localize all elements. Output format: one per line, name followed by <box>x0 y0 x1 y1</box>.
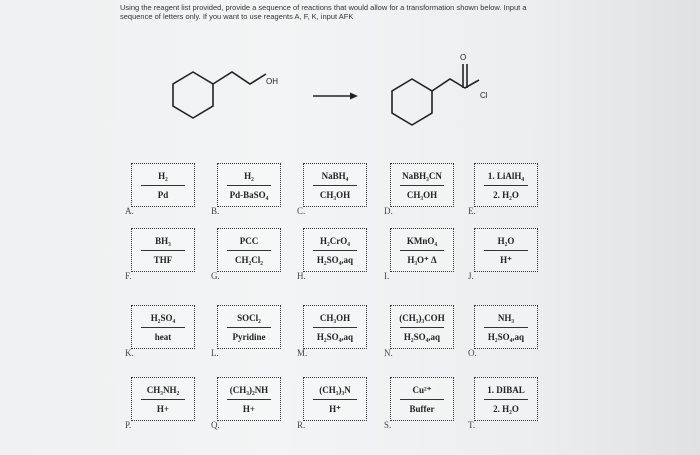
reagent-letter: B. <box>211 206 220 216</box>
reagent-option-l <box>217 305 281 349</box>
reagent-bottom: Pd <box>157 190 169 200</box>
reagent-divider <box>400 185 444 186</box>
reagent-letter: N. <box>384 348 393 358</box>
reagent-bottom: H₂SO₄,aq <box>487 332 525 342</box>
reagent-divider <box>141 250 185 251</box>
reagent-bottom: CH₂Cl₂ <box>235 255 263 265</box>
reagent-option-r <box>303 377 367 421</box>
product-structure <box>392 64 479 125</box>
reagent-divider <box>313 250 357 251</box>
reagent-option-b <box>217 163 281 207</box>
reagent-divider <box>400 327 444 328</box>
reagent-top: (CH₃)₃N <box>319 385 351 395</box>
reagent-letter: D. <box>384 206 393 216</box>
reagent-option-h <box>303 228 367 272</box>
reagent-top: H₂O <box>497 236 515 246</box>
reagent-top: H₂ <box>158 171 168 181</box>
reagent-bottom: H₂SO₄,aq <box>403 332 441 342</box>
reagent-option-d <box>390 163 454 207</box>
reagent-top: CH₃OH <box>319 313 351 323</box>
reagent-option-e <box>474 163 538 207</box>
reagent-option-c <box>303 163 367 207</box>
reagent-letter: Q. <box>211 420 220 430</box>
reagent-bottom: CH₃OH <box>406 190 438 200</box>
reagent-divider <box>313 185 357 186</box>
reagent-letter: P. <box>125 420 132 430</box>
reagent-top: SOCl₂ <box>237 313 261 323</box>
reagent-divider <box>227 185 271 186</box>
reagent-bottom: H⁺ <box>500 255 512 265</box>
reagent-letter: O. <box>468 348 477 358</box>
prompt-line-1: Using the reagent list provided, provide a sequence of reactions that would allow for a transformation shown below. Input a <box>120 3 527 12</box>
reagent-divider <box>227 399 271 400</box>
reagent-top: BH₃ <box>155 236 171 246</box>
reagent-bottom: 2. H₂O <box>493 190 519 200</box>
reagent-top: H₂CrO₄ <box>320 236 350 246</box>
reagent-letter: J. <box>468 271 474 281</box>
reagent-top: (CH₃)₃COH <box>399 313 445 323</box>
reagent-top: 1. DIBAL <box>487 385 525 395</box>
reagent-bottom: CH₃OH <box>319 190 351 200</box>
reagent-divider <box>400 250 444 251</box>
reagent-top: KMnO₄ <box>406 236 438 246</box>
reagent-option-p <box>131 377 195 421</box>
reagent-letter: S. <box>384 420 392 430</box>
reagent-letter: M. <box>297 348 308 358</box>
reagent-letter: A. <box>125 206 134 216</box>
reagent-letter: C. <box>297 206 306 216</box>
reagent-divider <box>141 399 185 400</box>
reagent-bottom: H₂SO₄,aq <box>316 332 354 342</box>
chlorine-label: Cl <box>480 91 488 100</box>
reagent-option-m <box>303 305 367 349</box>
reagent-option-k <box>131 305 195 349</box>
reagent-bottom: H+ <box>242 404 256 414</box>
reagent-top: Cu²⁺ <box>412 385 432 395</box>
hydroxyl-label: OH <box>266 77 278 86</box>
reagent-option-j <box>474 228 538 272</box>
reagent-option-s <box>390 377 454 421</box>
reagent-divider <box>484 250 528 251</box>
reagent-bottom: Pyridine <box>232 332 266 342</box>
reagent-option-g <box>217 228 281 272</box>
reagent-top: CH₃NH₂ <box>146 385 180 395</box>
reagent-divider <box>484 185 528 186</box>
reagent-bottom: H₃O⁺ Δ <box>407 255 437 265</box>
reagent-option-i <box>390 228 454 272</box>
reagent-top: NaBH₃CN <box>402 171 442 181</box>
reagent-letter: I. <box>384 271 390 281</box>
reagent-letter: F. <box>125 271 132 281</box>
reagent-divider <box>313 327 357 328</box>
reagent-option-a <box>131 163 195 207</box>
reagent-divider <box>484 399 528 400</box>
reagent-letter: T. <box>468 420 476 430</box>
reagent-option-t <box>474 377 538 421</box>
reagent-top: (CH₃)₂NH <box>229 385 269 395</box>
reagent-option-n <box>390 305 454 349</box>
reagent-bottom: THF <box>153 255 173 265</box>
reagent-top: PCC <box>239 236 259 246</box>
starting-material-structure <box>173 72 266 118</box>
reagent-top: 1. LiAlH₄ <box>487 171 525 181</box>
reagent-top: H₂SO₄ <box>150 313 176 323</box>
reagent-bottom: heat <box>154 332 172 342</box>
reagent-letter: H. <box>297 271 306 281</box>
reagent-top: NaBH₄ <box>321 171 349 181</box>
reagent-option-f <box>131 228 195 272</box>
reagent-letter: R. <box>297 420 306 430</box>
reagent-divider <box>141 185 185 186</box>
reagent-divider <box>141 327 185 328</box>
reagent-letter: G. <box>211 271 220 281</box>
carbonyl-oxygen-label: O <box>460 53 467 62</box>
prompt-line-2: sequence of letters only. If you want to use reagents A, F, K, input AFK <box>120 12 354 21</box>
reagent-bottom: H⁺ <box>329 404 341 414</box>
reaction-scheme <box>0 0 700 150</box>
reagent-divider <box>313 399 357 400</box>
reagent-bottom: H₂SO₄,aq <box>316 255 354 265</box>
reagent-divider <box>400 399 444 400</box>
reagent-bottom: Buffer <box>409 404 435 414</box>
reagent-option-q <box>217 377 281 421</box>
reagent-divider <box>227 327 271 328</box>
reagent-option-o <box>474 305 538 349</box>
reagent-divider <box>227 250 271 251</box>
reagent-letter: E. <box>468 206 476 216</box>
reagent-bottom: H+ <box>156 404 170 414</box>
reagent-top: NH₃ <box>497 313 515 323</box>
reagent-divider <box>484 327 528 328</box>
reagent-bottom: 2. H₂O <box>493 404 519 414</box>
reagent-letter: K. <box>125 348 134 358</box>
reagent-top: H₂ <box>244 171 254 181</box>
reagent-bottom: Pd-BaSO₄ <box>229 190 269 200</box>
reagent-letter: L. <box>211 348 219 358</box>
reaction-arrow <box>313 93 358 100</box>
